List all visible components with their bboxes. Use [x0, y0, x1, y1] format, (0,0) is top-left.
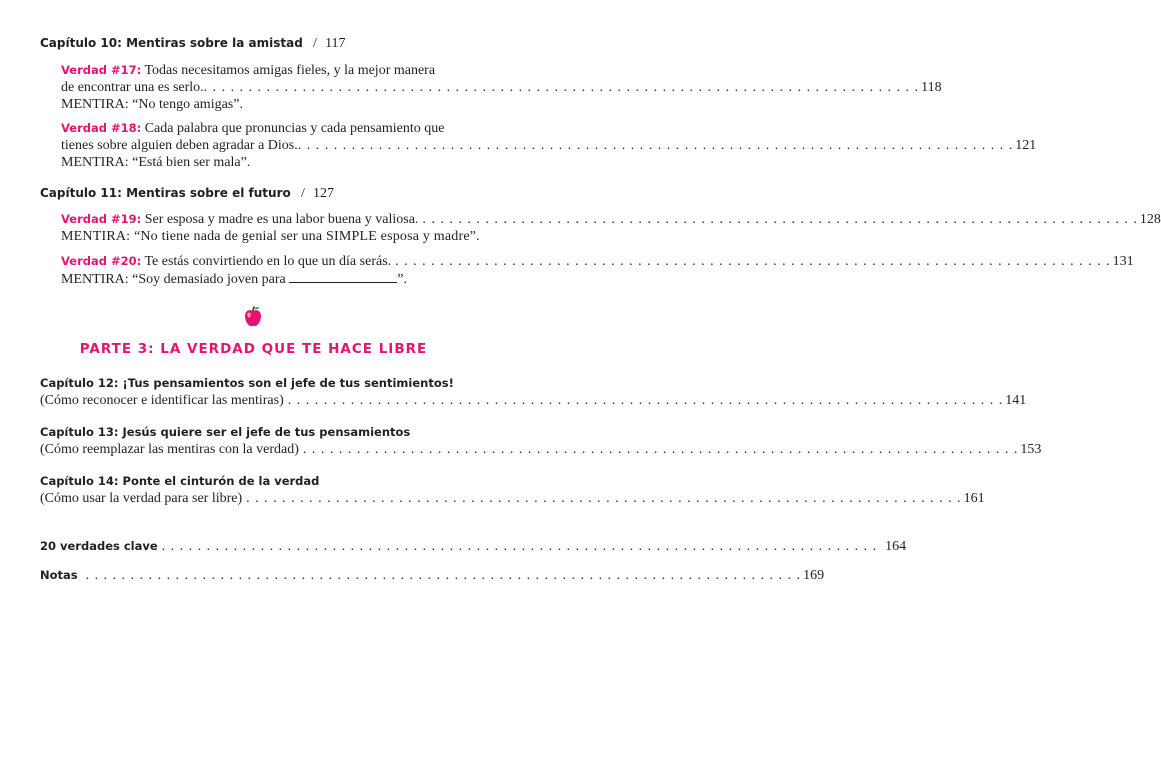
fill-in-blank — [289, 270, 397, 283]
chapter-title: Capítulo 10: Mentiras sobre la amistad — [40, 36, 303, 50]
page-number: 141 — [1005, 393, 1027, 408]
verdad-18-entry — [61, 120, 1037, 171]
page-number: 128 — [1139, 212, 1161, 227]
chapter-title: Capítulo 11: Mentiras sobre el futuro — [40, 186, 291, 200]
chapter-12-entry — [40, 374, 1027, 410]
notas-entry — [40, 566, 825, 585]
verdad-19-entry — [61, 211, 1161, 245]
page-number: 161 — [963, 491, 985, 506]
leader-dots: . . . . . . . . . . . . . . . . . . . . . . . . . . . . . . . . . . . . . . . . . . . . . . . . . . . . . . . . . . . . . . . . . . . . . . . . . . . . . . . . — [422, 212, 1138, 227]
page-number: 121 — [1015, 138, 1037, 153]
verdad-text: Te estás convirtiendo en lo que un día serás. — [144, 254, 392, 269]
chapter-10-heading — [40, 36, 346, 52]
verdad-text: Todas necesitamos amigas fieles, y la mejor manera — [144, 63, 436, 78]
mentira-line — [61, 270, 461, 287]
chapter-page: 117 — [325, 36, 346, 51]
verdad-text: tienes sobre alguien deben agradar a Dios. — [61, 138, 298, 153]
mentira-text: MENTIRA: “Soy demasiado joven para — [61, 272, 286, 287]
leader-dots: . . . . . . . . . . . . . . . . . . . . . . . . . . . . . . . . . . . . . . . . . . . . . . . . . . . . . . . . . . . . . . . . . . . . . . . . . . . . . . . . — [302, 442, 1019, 457]
verdad-label: Verdad #19: — [61, 212, 142, 226]
verdad-text: Cada palabra que pronuncias y cada pensamiento que — [144, 121, 445, 136]
page-number: 153 — [1020, 442, 1042, 457]
separator: / — [312, 36, 317, 51]
verdad-17-entry — [61, 62, 942, 113]
mentira-text: MENTIRA: “No tengo amigas”. — [61, 97, 243, 112]
chapter-11-heading — [40, 186, 334, 202]
chapter-subtitle: (Cómo usar la verdad para ser libre) — [40, 491, 243, 506]
leader-dots: . . . . . . . . . . . . . . . . . . . . . . . . . . . . . . . . . . . . . . . . . . . . . . . . . . . . . . . . . . . . . . . . . . . . . . . . . . . . . . . . — [246, 491, 962, 506]
mentira-text: MENTIRA: “Está bien ser mala”. — [61, 155, 251, 170]
chapter-title: Capítulo 12: ¡Tus pensamientos son el jefe de tus sentimientos! — [40, 376, 454, 390]
part-3-heading: PARTE 3: LA VERDAD QUE TE HACE LIBRE — [79, 341, 428, 357]
verdad-text: Ser esposa y madre es una labor buena y valiosa. — [144, 212, 419, 227]
chapter-14-entry — [40, 472, 985, 508]
mentira-text-end: ”. — [397, 272, 407, 287]
page-number: 118 — [921, 80, 942, 95]
verdades-clave-entry — [40, 537, 907, 556]
chapter-page: 127 — [313, 186, 335, 201]
page-number: 164 — [885, 539, 907, 554]
page-number: 131 — [1112, 254, 1134, 269]
verdad-label: Verdad #17: — [61, 63, 142, 77]
chapter-13-entry — [40, 423, 1042, 459]
page-number: 169 — [803, 568, 825, 583]
leader-dots: . . . . . . . . . . . . . . . . . . . . . . . . . . . . . . . . . . . . . . . . . . . . . . . . . . . . . . . . . . . . . . . . . . . . . . . . . . . . . . . . — [161, 539, 878, 554]
leader-dots: . . . . . . . . . . . . . . . . . . . . . . . . . . . . . . . . . . . . . . . . . . . . . . . . . . . . . . . . . . . . . . . . . . . . . . . . . . . . . . . . — [287, 393, 1004, 408]
chapter-title: Capítulo 13: Jesús quiere ser el jefe de tus pensamientos — [40, 425, 411, 439]
verdad-label: Verdad #18: — [61, 121, 142, 135]
leader-dots: . . . . . . . . . . . . . . . . . . . . . . . . . . . . . . . . . . . . . . . . . . . . . . . . . . . . . . . . . . . . . . . . . . . . . . . . . . . . . . . . — [297, 138, 1014, 153]
leader-dots: . . . . . . . . . . . . . . . . . . . . . . . . . . . . . . . . . . . . . . . . . . . . . . . . . . . . . . . . . . . . . . . . . . . . . . . . . . . . . . . . — [203, 80, 920, 95]
leader-dots: . . . . . . . . . . . . . . . . . . . . . . . . . . . . . . . . . . . . . . . . . . . . . . . . . . . . . . . . . . . . . . . . . . . . . . . . . . . . . . . . — [85, 568, 802, 583]
mentira-text: MENTIRA: “No tiene nada de genial ser una SIMPLE esposa y madre”. — [61, 229, 480, 244]
section-title: Notas — [40, 568, 78, 582]
verdad-label: Verdad #20: — [61, 254, 142, 268]
section-title: 20 verdades clave — [40, 539, 158, 553]
verdad-20-entry — [61, 253, 1134, 287]
chapter-subtitle: (Cómo reconocer e identificar las mentiras) — [40, 393, 284, 408]
separator: / — [300, 186, 305, 201]
verdad-text: de encontrar una es serlo. — [61, 80, 204, 95]
chapter-subtitle: (Cómo reemplazar las mentiras con la verdad) — [40, 442, 299, 457]
leader-dots: . . . . . . . . . . . . . . . . . . . . . . . . . . . . . . . . . . . . . . . . . . . . . . . . . . . . . . . . . . . . . . . . . . . . . . . . . . . . . . . . — [395, 254, 1111, 269]
apple-icon — [243, 306, 263, 328]
chapter-title: Capítulo 14: Ponte el cinturón de la verdad — [40, 474, 320, 488]
